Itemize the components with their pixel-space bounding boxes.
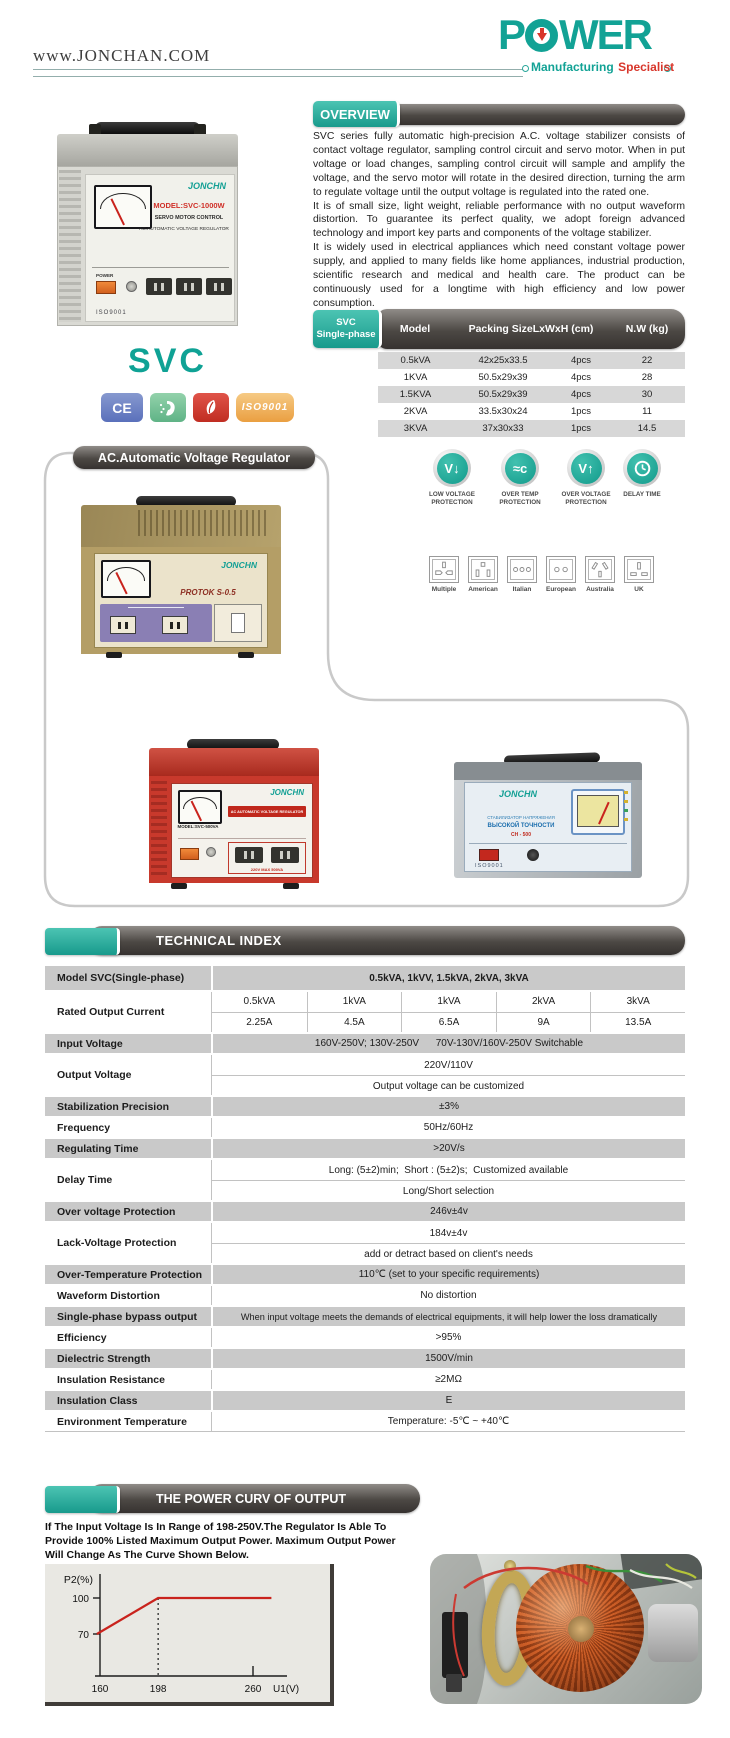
socket-american: American (468, 556, 498, 593)
packing-col-model: Model (399, 323, 431, 335)
socket-european: European (546, 556, 576, 593)
overview-paragraph-3: It is widely used in electrical appliances which need constant voltage power supply, and applied to many fields like home appliances, industrial production, scientific research and medical and health care. The product can be continuously used for a longtime with high efficiency and low power consumption. (313, 242, 685, 309)
power-curve-banner-tab (45, 1486, 120, 1513)
feature-over-temp-protection: ≈c OVER TEMP PROTECTION (484, 449, 556, 507)
gray-product-photo (452, 754, 644, 884)
table-row: Rated Output Current 0.5kVA 1kVA 1kVA 2kVA 3kVA 2.25A 4.5A 6.5A 9A 13.5A (45, 992, 685, 1034)
outlet-socket (110, 616, 136, 634)
packing-table-rows (378, 352, 685, 437)
packing-row: 1KVA 50.5x29x39 4pcs 28 (378, 369, 685, 386)
product-top-face (57, 134, 238, 166)
table-row: Lack-Voltage Protection 184v±4v add or detract based on client's needs (45, 1223, 685, 1265)
technical-banner-bar: TECHNICAL INDEX (88, 926, 685, 955)
outlet-socket (206, 278, 232, 295)
rocker-switch (231, 613, 245, 633)
x-tick-label-2: 260 (244, 1684, 262, 1695)
outlet-box (228, 842, 306, 874)
wires (430, 1554, 702, 1704)
analog-meter (101, 560, 151, 598)
technical-table (45, 966, 685, 1432)
socket-australia: Australia (585, 556, 615, 593)
packing-table-tab: SVC Single-phase (313, 310, 382, 348)
y-tick-label-0: 70 (77, 1630, 89, 1641)
outlet-socket (146, 278, 172, 295)
table-row: Frequency 50Hz/60Hz (45, 1118, 685, 1139)
technical-banner-tab (45, 928, 120, 955)
product-front-panel (464, 782, 632, 872)
fuse-knob (527, 849, 539, 861)
overview-banner-tab (313, 101, 400, 127)
product-model-text: MODEL:SVC-1000W (153, 201, 225, 210)
over-temp-protection-icon: ≈c (505, 453, 536, 484)
table-row: Dielectric Strength 1500V/min (45, 1349, 685, 1370)
tan-product-photo (78, 496, 284, 658)
packing-col-size: Packing SizeLxWxH (cm) (468, 323, 594, 335)
brand-logo: JONCHN (187, 181, 226, 191)
power-switch-label: POWER (96, 273, 114, 278)
table-row: Over voltage Protection 246v±4v (45, 1202, 685, 1223)
product-top-vents (138, 510, 268, 536)
iso9001-badge: ISO9001 (236, 393, 294, 422)
feature-over-voltage-protection: V↑ OVER VOLTAGE PROTECTION (550, 449, 622, 507)
packing-col-nw: N.W (kg) (625, 323, 669, 335)
table-row: Over-Temperature Protection 110℃ (set to your specific requirements) (45, 1265, 685, 1286)
y-axis-label: P2(%) (63, 1574, 93, 1586)
table-row: Environment Temperature Temperature: -5℃ ~ +40℃ (45, 1412, 685, 1432)
outlet-socket (271, 847, 299, 863)
socket-uk: UK (624, 556, 654, 593)
packing-table-header (377, 309, 685, 349)
analog-meter (94, 185, 152, 229)
table-row: Output Voltage 220V/110V Output voltage can be customized (45, 1055, 685, 1097)
table-row: Model SVC(Single-phase) 0.5kVA, 1kVV, 1.5kVA, 2kVA, 3kVA (45, 966, 685, 992)
power-switch (180, 848, 199, 860)
brand-logo: JONCHN (221, 560, 257, 570)
overview-text (313, 130, 685, 311)
indicator-leds (624, 791, 628, 821)
table-row: Stabilization Precision ±3% (45, 1097, 685, 1118)
outlet-strip (100, 604, 212, 642)
y-tick-label-1: 100 (72, 1594, 89, 1605)
packing-row: 0.5kVA 42x25x33.5 4pcs 22 (378, 352, 685, 369)
feature-low-voltage-protection: V↓ LOW VOLTAGE PROTECTION (416, 449, 488, 507)
logo-letter-p: P (498, 11, 525, 58)
power-logo (498, 11, 652, 58)
red-product-photo (147, 739, 321, 889)
packing-row: 2KVA 33.5x30x24 1pcs 11 (378, 403, 685, 420)
product-model-text: MODEL:SVC-500VA (177, 824, 219, 829)
brand-logo: JONCHN (270, 788, 304, 797)
outlet-caption: 220V MAX 500VA (250, 867, 284, 872)
outlet-socket (235, 847, 263, 863)
brand-logo: JONCHN (499, 789, 538, 799)
packing-row: 3KVA 37x30x33 1pcs 14.5 (378, 420, 685, 437)
table-row: Input Voltage 160V-250V; 130V-250V 70V-130V/160V-250V Switchable (45, 1034, 685, 1055)
switch-panel (214, 604, 262, 642)
socket-multiple: Multiple (429, 556, 459, 593)
outlet-socket (162, 616, 188, 634)
table-row: Waveform Distortion No distortion (45, 1286, 685, 1307)
ce-badge: CE (101, 393, 143, 422)
product-side-vents (151, 781, 167, 879)
over-voltage-protection-icon: V↑ (571, 453, 602, 484)
low-voltage-protection-icon: V↓ (437, 453, 468, 484)
certification-badges (101, 393, 294, 422)
russian-line-1: СТАБИЛИЗАТОР НАПРЯЖЕНИЯ (487, 815, 555, 820)
overview-banner-label: OVERVIEW (320, 106, 390, 122)
logo-subtitle: Manufacturing Specialist (531, 60, 675, 74)
power-curve-description: If The Input Voltage Is In Range of 198-250V.The Regulator Is Able To Provide 100% Listed Maximum Output Power. Maximum Output Power Will Change As The Curve Shown Below. (45, 1521, 396, 1561)
outlet-socket (176, 278, 202, 295)
power-switch (479, 849, 499, 861)
header-rule-1 (33, 69, 523, 70)
iso-mark-text: ISO9001 (96, 310, 127, 316)
red-badge-leaf-icon (201, 398, 221, 418)
table-row: Insulation Class E (45, 1391, 685, 1412)
table-row: Single-phase bypass output When input voltage meets the demands of electrical equipments, it will help lower the loss dramatically (45, 1307, 685, 1328)
green-certification-badge (150, 393, 186, 422)
overview-paragraph-1: SVC series fully automatic high-precision A.C. voltage stabilizer consists of contact voltage regulator, sampling control circuit and servo motor. When in put voltage or load changes, sampling control circuit will sample and amplify the voltage, and the servo motor will rotate in the desired direction, turning the arm to regulate voltage until the output voltage is regulated into the rated one. (313, 131, 685, 198)
power-switch (96, 281, 116, 294)
power-curve-banner-bar: THE POWER CURV OF OUTPUT (88, 1484, 420, 1513)
header (0, 0, 730, 96)
logo-letters-wer: WER (559, 11, 652, 58)
red-wire (464, 1568, 588, 1588)
product-front-panel (94, 553, 268, 648)
product-front-panel (85, 174, 235, 322)
red-certification-badge (193, 393, 229, 422)
red-caption-bar: AC AUTOMATIC VOLTAGE REGULATOR (228, 806, 306, 817)
analog-meter (178, 790, 222, 824)
power-curve-series (97, 1598, 272, 1634)
x-axis-label: U1(V) (273, 1684, 300, 1695)
yellow-green-wire (666, 1564, 696, 1578)
product-line2-text: AC.AUTOMATIC VOLTAGE REGULATOR (139, 227, 229, 232)
analog-meter (577, 795, 619, 827)
fuse-knob (126, 281, 137, 292)
table-row: Insulation Resistance ≥2MΩ (45, 1370, 685, 1391)
table-row: Efficiency >95% (45, 1328, 685, 1349)
feature-delay-time: DELAY TIME (606, 449, 678, 499)
overview-paragraph-2: It is of small size, light weight, reliable performance with no output waveform distortion. To guarantee its perfect quality, we adopt foreign advanced technology and import key parts and components of the voltage stabilizer. (313, 200, 685, 240)
model-line: СН - 500 (510, 832, 531, 838)
table-row: Regulating Time >20V/s (45, 1139, 685, 1160)
header-rule-2 (33, 76, 523, 77)
regulator-banner: AC.Automatic Voltage Regulator (73, 446, 315, 469)
socket-italian: Italian (507, 556, 537, 593)
russian-line-2: ВЫСОКОЙ ТОЧНОСТИ (487, 823, 555, 829)
website-url: www.JONCHAN.COM (33, 46, 211, 65)
rule-end-dot-icon (522, 65, 529, 72)
main-product-photo (55, 120, 240, 332)
packing-row: 1.5KVA 50.5x29x39 4pcs 30 (378, 386, 685, 403)
product-line1-text: SERVO MOTOR CONTROL (154, 215, 224, 221)
power-curve-plot (45, 1564, 330, 1702)
iso-mark-text: ISO9001 (475, 863, 504, 869)
product-handle (95, 122, 200, 134)
table-row: Delay Time Long: (5±2)min; Short : (5±2)s; Customized available Long/Short selection (45, 1160, 685, 1202)
x-tick-label-0: 160 (91, 1684, 109, 1695)
overview-banner-bar (393, 104, 685, 125)
green-wire (586, 1566, 662, 1582)
transformer-photo (430, 1554, 702, 1704)
fuse-knob (206, 847, 216, 857)
series-title: SVC (128, 342, 207, 380)
logo-o-down-arrow-icon (525, 19, 558, 52)
product-front-panel (171, 783, 313, 878)
green-badge-glyph-icon (157, 398, 179, 418)
product-side-vents (59, 170, 81, 322)
power-curve-chart (45, 1564, 334, 1706)
product-model-text: PROTOK S-0.5 (180, 588, 236, 597)
meter-frame (571, 789, 625, 835)
x-tick-label-1: 198 (149, 1684, 167, 1695)
